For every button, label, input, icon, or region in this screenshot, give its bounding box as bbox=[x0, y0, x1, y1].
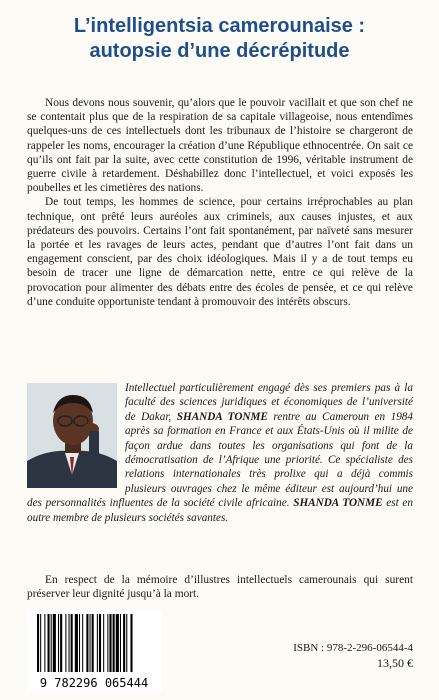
barcode bbox=[27, 610, 162, 692]
dedication: En respect de la mémoire d’illustres intellectuels camerounais qui surent préserver leur dignité jusqu’à la mort. bbox=[27, 574, 413, 601]
barcode-digits: 9 782296 065444 bbox=[39, 676, 149, 690]
price: 13,50 € bbox=[377, 656, 413, 670]
author-bio-section bbox=[27, 381, 413, 525]
title-line-2: autopsie d’une décrépitude bbox=[89, 40, 350, 62]
bio-text-1: Intellectuel particulièrement engagé dès ses premiers pas à la faculté des sciences juridiques et économiques de l’université de Dakar, bbox=[125, 382, 413, 423]
paragraph-2: De tout temps, les hommes de science, pour certains irréprochables au plan technique, ont prêté leurs auréoles aux criminels, aux causes injustes, et aux prédateurs des pouvoirs. Certains l’ont fait spontanément, par naïveté sans mesurer la portée et les ravages de leurs actes, pendant que d’autres l’ont fait dans un engagement conscient, par des choix idéologiques. Mais il y a de tout temps eu besoin de tracer une ligne de démarcation nette, entre ce qui relève de la provocation pour alimenter des débats entre des écoles de pensée, et ce qui relève d’une conduite opportuniste tendant à promouvoir des intérêts obscurs. bbox=[27, 196, 413, 308]
author-name-1: SHANDA TONME bbox=[176, 410, 268, 423]
isbn: ISBN : 978-2-296-06544-4 bbox=[293, 642, 413, 654]
bio-text-3: est en outre membre de plusieurs sociétés savantes. bbox=[27, 497, 413, 524]
paragraph-1: Nous devons nous souvenir, qu’alors que le pouvoir vacillait et que son chef ne se contentait plus que de la respiration de sa capitale villageoise, nous entendîmes quelques-uns de ces intellectuels dont les tribunaux de l’histoire se chargeront de rappeler les noms, encourager la création d’une République ethnocentrée. On sait ce qu’ils ont fait par la suite, avec cette constitution de 1996, véritable instrument de guerre civile à retardement. Déshabillez donc l’intellectuel, et voici exposés les poubelles et les cimetières des nations. bbox=[27, 97, 413, 195]
author-photo bbox=[27, 383, 117, 488]
book-title bbox=[0, 14, 439, 64]
author-name-2: SHANDA TONME bbox=[293, 497, 383, 510]
barcode-bars bbox=[27, 610, 162, 692]
back-cover-text bbox=[27, 96, 413, 309]
bio-text-2: rentre au Cameroun en 1984 après sa formation en France et aux États-Unis où il milite de façon ardue dans toutes les organisations qui font de la démocratisation de l’Afrique une priorité. Ce spécialiste des relations internationales très prolixe qui a déjà commis plusieurs ouvrages chez le même éditeur est aujourd’hui une des personnalités influentes de la société civile africaine. bbox=[27, 410, 413, 510]
title-line-1: L’intelligentsia camerounaise : bbox=[73, 15, 366, 37]
